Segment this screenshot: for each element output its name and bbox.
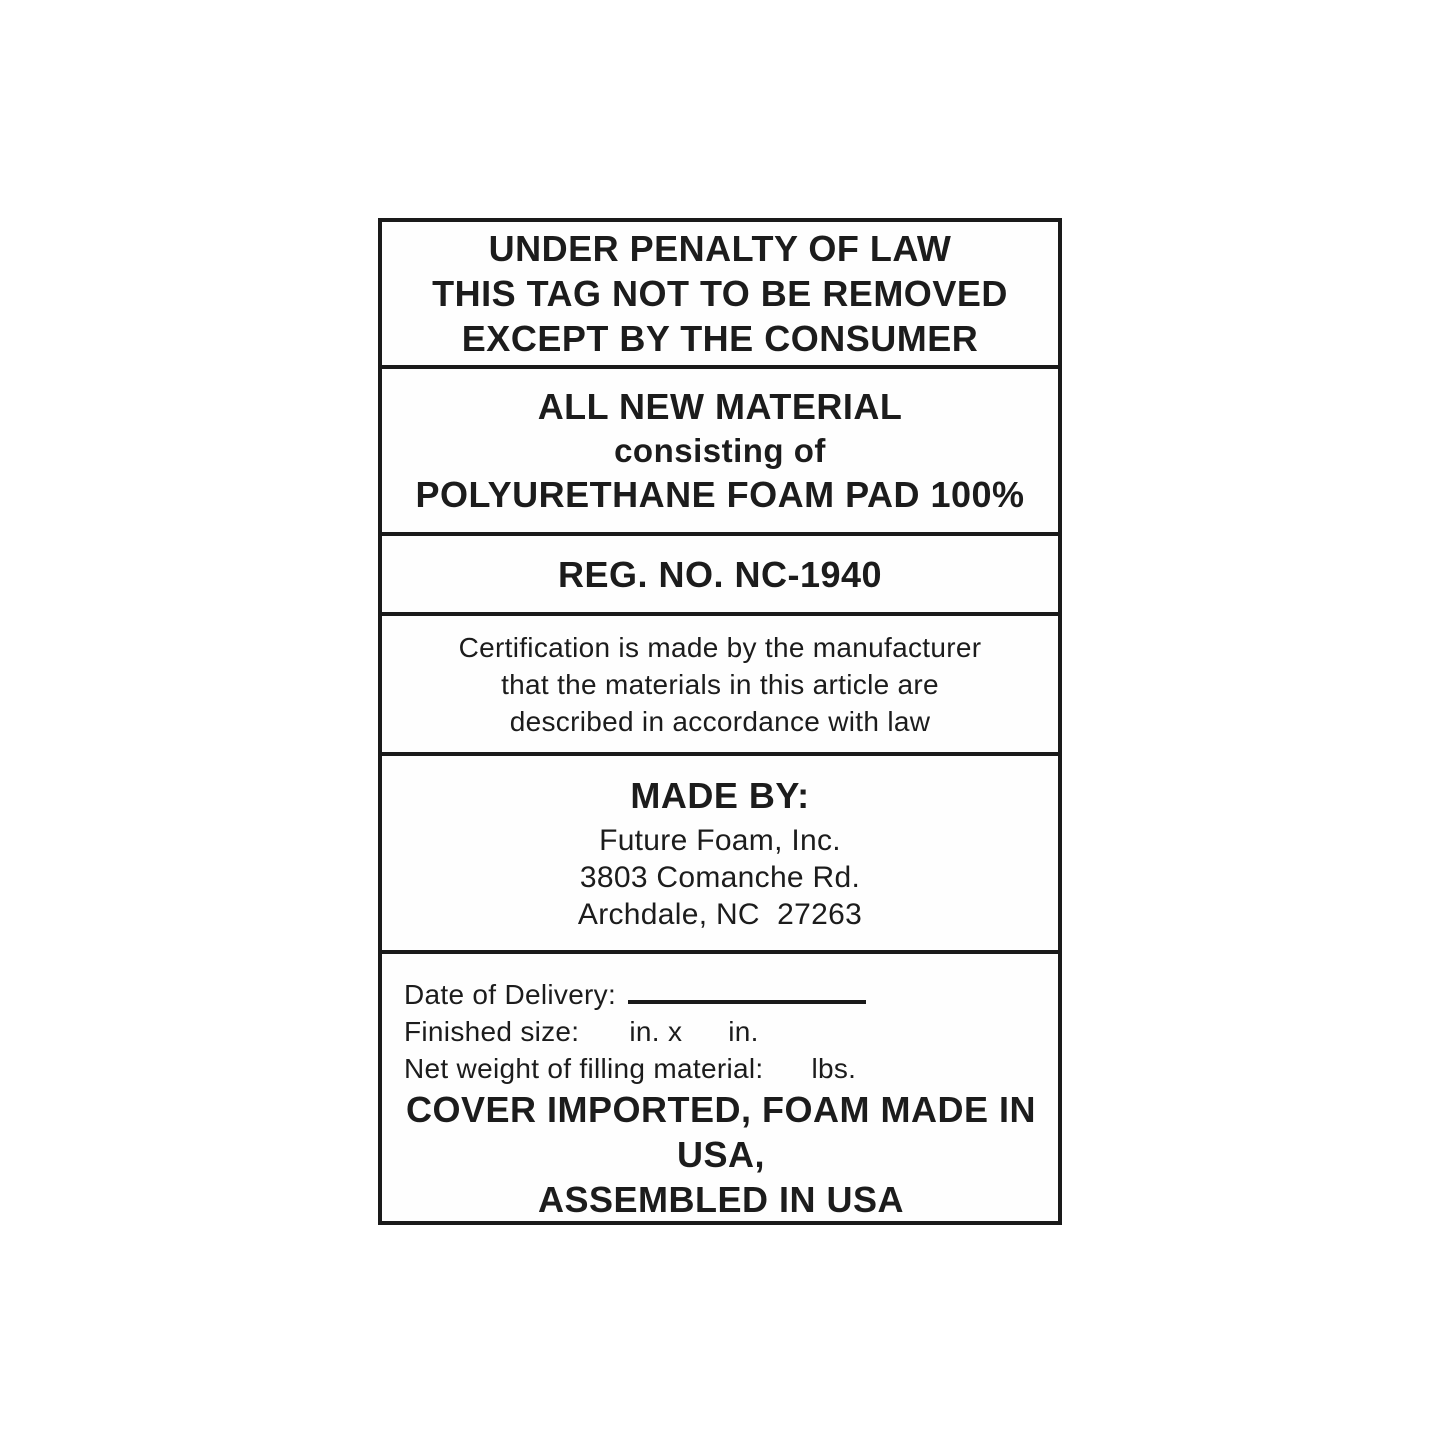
finished-size-row — [404, 1013, 1038, 1050]
finished-size-unit-1: in. x — [629, 1016, 683, 1047]
penalty-line-1: UNDER PENALTY OF LAW — [488, 228, 952, 269]
origin-line-2: ASSEMBLED IN USA — [537, 1179, 905, 1220]
made-by-heading: MADE BY: — [630, 775, 810, 816]
date-of-delivery-blank-line — [628, 976, 866, 1004]
material-line-3: POLYURETHANE FOAM PAD 100% — [415, 474, 1025, 515]
made-by-section — [382, 752, 1058, 950]
made-by-company: Future Foam, Inc. — [599, 824, 841, 857]
material-section — [382, 365, 1058, 532]
certification-line-2: that the materials in this article are — [501, 668, 939, 700]
date-of-delivery-row — [404, 976, 1038, 1013]
certification-section — [382, 612, 1058, 752]
material-line-2: consisting of — [614, 432, 826, 469]
origin-statement — [404, 1087, 1047, 1222]
net-weight-label: Net weight of filling material: — [404, 1053, 764, 1084]
material-line-1: ALL NEW MATERIAL — [537, 386, 903, 427]
finished-size-unit-2: in. — [728, 1016, 759, 1047]
net-weight-unit: lbs. — [811, 1053, 857, 1084]
finished-size-label: Finished size: — [404, 1016, 580, 1047]
certification-line-1: Certification is made by the manufacturer — [458, 631, 982, 663]
registration-number: REG. NO. NC-1940 — [557, 553, 883, 595]
made-by-city-state-zip: Archdale, NC 27263 — [577, 898, 863, 931]
penalty-line-2: THIS TAG NOT TO BE REMOVED — [432, 273, 1008, 314]
penalty-line-3: EXCEPT BY THE CONSUMER — [461, 318, 979, 359]
penalty-section — [382, 222, 1058, 365]
made-by-street: 3803 Comanche Rd. — [579, 861, 861, 894]
law-tag-label — [378, 218, 1062, 1225]
fill-in-section — [382, 950, 1058, 1221]
certification-line-3: described in accordance with law — [509, 705, 931, 737]
origin-line-1: COVER IMPORTED, FOAM MADE IN USA, — [405, 1089, 1047, 1175]
date-of-delivery-label: Date of Delivery: — [404, 979, 617, 1010]
net-weight-row — [404, 1050, 1038, 1087]
registration-section — [382, 532, 1058, 612]
